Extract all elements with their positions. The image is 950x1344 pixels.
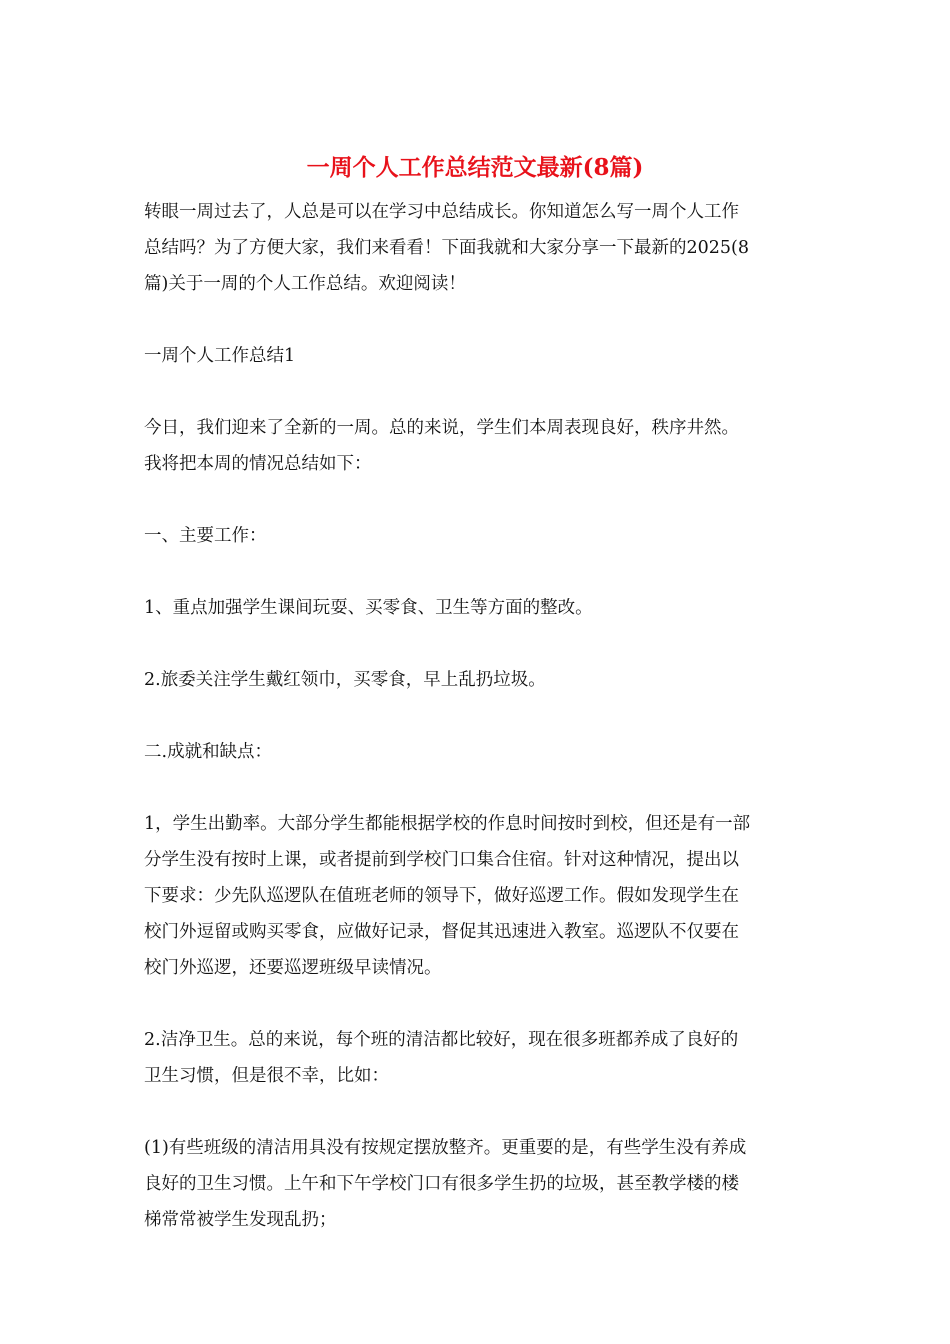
text-line: 2.旅委关注学生戴红领巾，买零食，早上乱扔垃圾。	[144, 670, 546, 690]
text-line: 良好的卫生习惯。上午和下午学校门口有很多学生扔的垃圾，甚至教学楼的楼	[144, 1174, 739, 1194]
text-line: 1，学生出勤率。大部分学生都能根据学校的作息时间按时到校，但还是有一部	[144, 814, 751, 834]
text-line: 1、重点加强学生课间玩耍、买零食、卫生等方面的整改。	[144, 598, 593, 618]
text-line: 校门外巡逻，还要巡逻班级早读情况。	[144, 958, 442, 978]
document-title: 一周个人工作总结范文最新(8篇)	[306, 154, 644, 181]
text-line: 梯常常被学生发现乱扔；	[144, 1210, 337, 1230]
paragraph	[144, 590, 814, 626]
text-line: 我将把本周的情况总结如下：	[144, 454, 372, 474]
text-line: 总结吗？为了方便大家，我们来看看！下面我就和大家分享一下最新的2025(8	[144, 238, 749, 258]
paragraph	[144, 410, 814, 482]
text-line: 篇)关于一周的个人工作总结。欢迎阅读！	[144, 274, 466, 294]
paragraph	[144, 518, 814, 554]
text-line: 2.洁净卫生。总的来说，每个班的清洁都比较好，现在很多班都养成了良好的	[144, 1030, 739, 1050]
paragraph	[144, 1130, 814, 1238]
text-line: 一周个人工作总结1	[144, 346, 296, 366]
text-line: 校门外逗留或购买零食，应做好记录，督促其迅速进入教室。巡逻队不仅要在	[144, 922, 739, 942]
text-line: 卫生习惯，但是很不幸，比如：	[144, 1066, 389, 1086]
document-body	[144, 194, 814, 1274]
text-line: 一、主要工作：	[144, 526, 267, 546]
paragraph	[144, 194, 814, 302]
text-line: 二.成就和缺点：	[144, 742, 273, 762]
text-line: 下要求：少先队巡逻队在值班老师的领导下，做好巡逻工作。假如发现学生在	[144, 886, 739, 906]
text-line: 分学生没有按时上课，或者提前到学校门口集合住宿。针对这种情况，提出以	[144, 850, 739, 870]
paragraph	[144, 806, 814, 986]
text-line: (1)有些班级的清洁用具没有按规定摆放整齐。更重要的是，有些学生没有养成	[144, 1138, 747, 1158]
paragraph	[144, 662, 814, 698]
paragraph	[144, 734, 814, 770]
paragraph	[144, 338, 814, 374]
text-line: 今日，我们迎来了全新的一周。总的来说，学生们本周表现良好，秩序井然。	[144, 418, 739, 438]
text-line: 转眼一周过去了，人总是可以在学习中总结成长。你知道怎么写一周个人工作	[144, 202, 739, 222]
paragraph	[144, 1022, 814, 1094]
